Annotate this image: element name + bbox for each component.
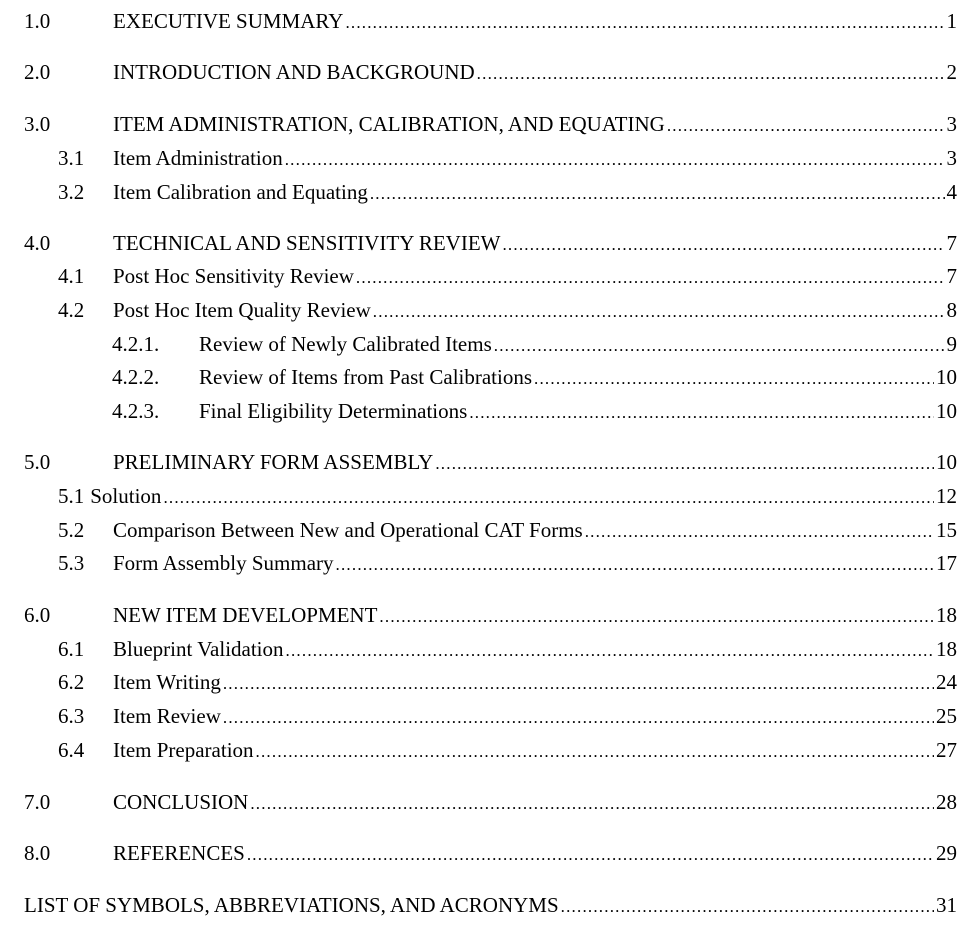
toc-entry-3-1[interactable] bbox=[58, 144, 957, 172]
section-number: 3.1 bbox=[58, 146, 85, 170]
section-title: Item Preparation bbox=[113, 738, 254, 762]
dot-leader bbox=[250, 790, 934, 818]
section-title: Form Assembly Summary bbox=[113, 551, 334, 575]
dot-leader bbox=[469, 399, 934, 427]
toc-entry-4-2-2[interactable] bbox=[112, 363, 957, 391]
page-number: 31 bbox=[936, 893, 957, 917]
page-number: 2 bbox=[946, 60, 957, 84]
dot-leader bbox=[494, 332, 945, 360]
section-title: Post Hoc Sensitivity Review bbox=[113, 264, 354, 288]
section-number: 8.0 bbox=[24, 841, 51, 865]
dot-leader bbox=[477, 60, 945, 88]
toc-entry-list-of-symbols[interactable] bbox=[24, 891, 957, 919]
section-title: Review of Newly Calibrated Items bbox=[199, 332, 492, 356]
page-number: 27 bbox=[936, 738, 957, 762]
section-number: 6.4 bbox=[58, 738, 85, 762]
toc-entry-5-1[interactable] bbox=[58, 482, 957, 510]
section-title: CONCLUSION bbox=[113, 790, 249, 814]
page-number: 10 bbox=[936, 399, 957, 423]
section-number: 3.0 bbox=[24, 112, 51, 136]
toc-entry-5-0[interactable] bbox=[24, 448, 957, 476]
dot-leader bbox=[256, 738, 934, 766]
toc-entry-1-0[interactable] bbox=[24, 7, 957, 35]
section-title: Item Administration bbox=[113, 146, 283, 170]
section-title: Final Eligibility Determinations bbox=[199, 399, 468, 423]
page-number: 29 bbox=[936, 841, 957, 865]
section-title: Blueprint Validation bbox=[113, 637, 284, 661]
toc-entry-6-1[interactable] bbox=[58, 635, 957, 663]
dot-leader bbox=[373, 298, 945, 326]
page-number: 7 bbox=[946, 231, 957, 255]
section-title: Comparison Between New and Operational CAT Forms bbox=[113, 518, 583, 542]
toc-entry-6-4[interactable] bbox=[58, 736, 957, 764]
section-number: 6.0 bbox=[24, 603, 51, 627]
section-title: INTRODUCTION AND BACKGROUND bbox=[113, 60, 475, 84]
section-title: Item Calibration and Equating bbox=[113, 180, 368, 204]
section-number: 5.3 bbox=[58, 551, 85, 575]
section-title: PRELIMINARY FORM ASSEMBLY bbox=[113, 450, 434, 474]
section-title: LIST OF SYMBOLS, ABBREVIATIONS, AND ACRONYMS bbox=[24, 893, 559, 917]
section-title: Item Writing bbox=[113, 670, 221, 694]
dot-leader bbox=[356, 264, 945, 292]
section-number: 4.2.1. bbox=[112, 332, 160, 356]
toc-entry-4-0[interactable] bbox=[24, 229, 957, 257]
toc-entry-3-2[interactable] bbox=[58, 178, 957, 206]
page-number: 9 bbox=[946, 332, 957, 356]
toc-entry-4-1[interactable] bbox=[58, 262, 957, 290]
page-number: 3 bbox=[946, 112, 957, 136]
toc-entry-2-0[interactable] bbox=[24, 58, 957, 86]
dot-leader bbox=[336, 551, 934, 579]
page-number: 12 bbox=[936, 484, 957, 508]
page-number: 4 bbox=[946, 180, 957, 204]
page-number: 8 bbox=[946, 298, 957, 322]
dot-leader bbox=[435, 450, 934, 478]
dot-leader bbox=[667, 112, 945, 140]
page-number: 1 bbox=[946, 9, 957, 33]
section-number: 1.0 bbox=[24, 9, 51, 33]
section-number: 4.1 bbox=[58, 264, 85, 288]
section-title: TECHNICAL AND SENSITIVITY REVIEW bbox=[113, 231, 501, 255]
dot-leader bbox=[370, 180, 945, 208]
toc-entry-4-2-1[interactable] bbox=[112, 330, 957, 358]
section-number: 3.2 bbox=[58, 180, 85, 204]
dot-leader bbox=[502, 231, 944, 259]
toc-entry-7-0[interactable] bbox=[24, 788, 957, 816]
section-title: Item Review bbox=[113, 704, 221, 728]
section-number: 6.3 bbox=[58, 704, 85, 728]
section-title: REFERENCES bbox=[113, 841, 245, 865]
section-title: Review of Items from Past Calibrations bbox=[199, 365, 533, 389]
toc-entry-5-2[interactable] bbox=[58, 516, 957, 544]
section-title: Solution bbox=[90, 484, 162, 508]
page-number: 3 bbox=[946, 146, 957, 170]
page-number: 10 bbox=[936, 365, 957, 389]
toc-entry-3-0[interactable] bbox=[24, 110, 957, 138]
section-number: 6.1 bbox=[58, 637, 85, 661]
section-number: 6.2 bbox=[58, 670, 85, 694]
page-number: 24 bbox=[936, 670, 957, 694]
section-number: 4.2.3. bbox=[112, 399, 160, 423]
section-title: EXECUTIVE SUMMARY bbox=[113, 9, 344, 33]
section-number: 2.0 bbox=[24, 60, 51, 84]
dot-leader bbox=[223, 670, 934, 698]
section-title: Post Hoc Item Quality Review bbox=[113, 298, 371, 322]
dot-leader bbox=[285, 146, 945, 174]
section-title: ITEM ADMINISTRATION, CALIBRATION, AND EQUATING bbox=[113, 112, 665, 136]
section-number: 4.2 bbox=[58, 298, 85, 322]
dot-leader bbox=[286, 637, 934, 665]
section-number: 5.0 bbox=[24, 450, 51, 474]
toc-entry-5-3[interactable] bbox=[58, 549, 957, 577]
dot-leader bbox=[345, 9, 944, 37]
toc-entry-4-2-3[interactable] bbox=[112, 397, 957, 425]
dot-leader bbox=[585, 518, 934, 546]
toc-entry-8-0[interactable] bbox=[24, 839, 957, 867]
dot-leader bbox=[561, 893, 934, 921]
page-number: 18 bbox=[936, 603, 957, 627]
page-number: 25 bbox=[936, 704, 957, 728]
toc-entry-6-2[interactable] bbox=[58, 668, 957, 696]
section-number: 5.2 bbox=[58, 518, 85, 542]
page-number: 7 bbox=[946, 264, 957, 288]
toc-entry-4-2[interactable] bbox=[58, 296, 957, 324]
section-number: 5.1 bbox=[58, 484, 85, 508]
page-number: 10 bbox=[936, 450, 957, 474]
page-number: 17 bbox=[936, 551, 957, 575]
section-title: NEW ITEM DEVELOPMENT bbox=[113, 603, 378, 627]
page-number: 28 bbox=[936, 790, 957, 814]
section-number: 7.0 bbox=[24, 790, 51, 814]
dot-leader bbox=[247, 841, 934, 869]
page-number: 18 bbox=[936, 637, 957, 661]
toc-entry-6-3[interactable] bbox=[58, 702, 957, 730]
dot-leader bbox=[534, 365, 934, 393]
dot-leader bbox=[379, 603, 934, 631]
dot-leader bbox=[223, 704, 934, 732]
dot-leader bbox=[163, 484, 934, 512]
page-number: 15 bbox=[936, 518, 957, 542]
section-number: 4.2.2. bbox=[112, 365, 160, 389]
toc-entry-6-0[interactable] bbox=[24, 601, 957, 629]
section-number: 4.0 bbox=[24, 231, 51, 255]
